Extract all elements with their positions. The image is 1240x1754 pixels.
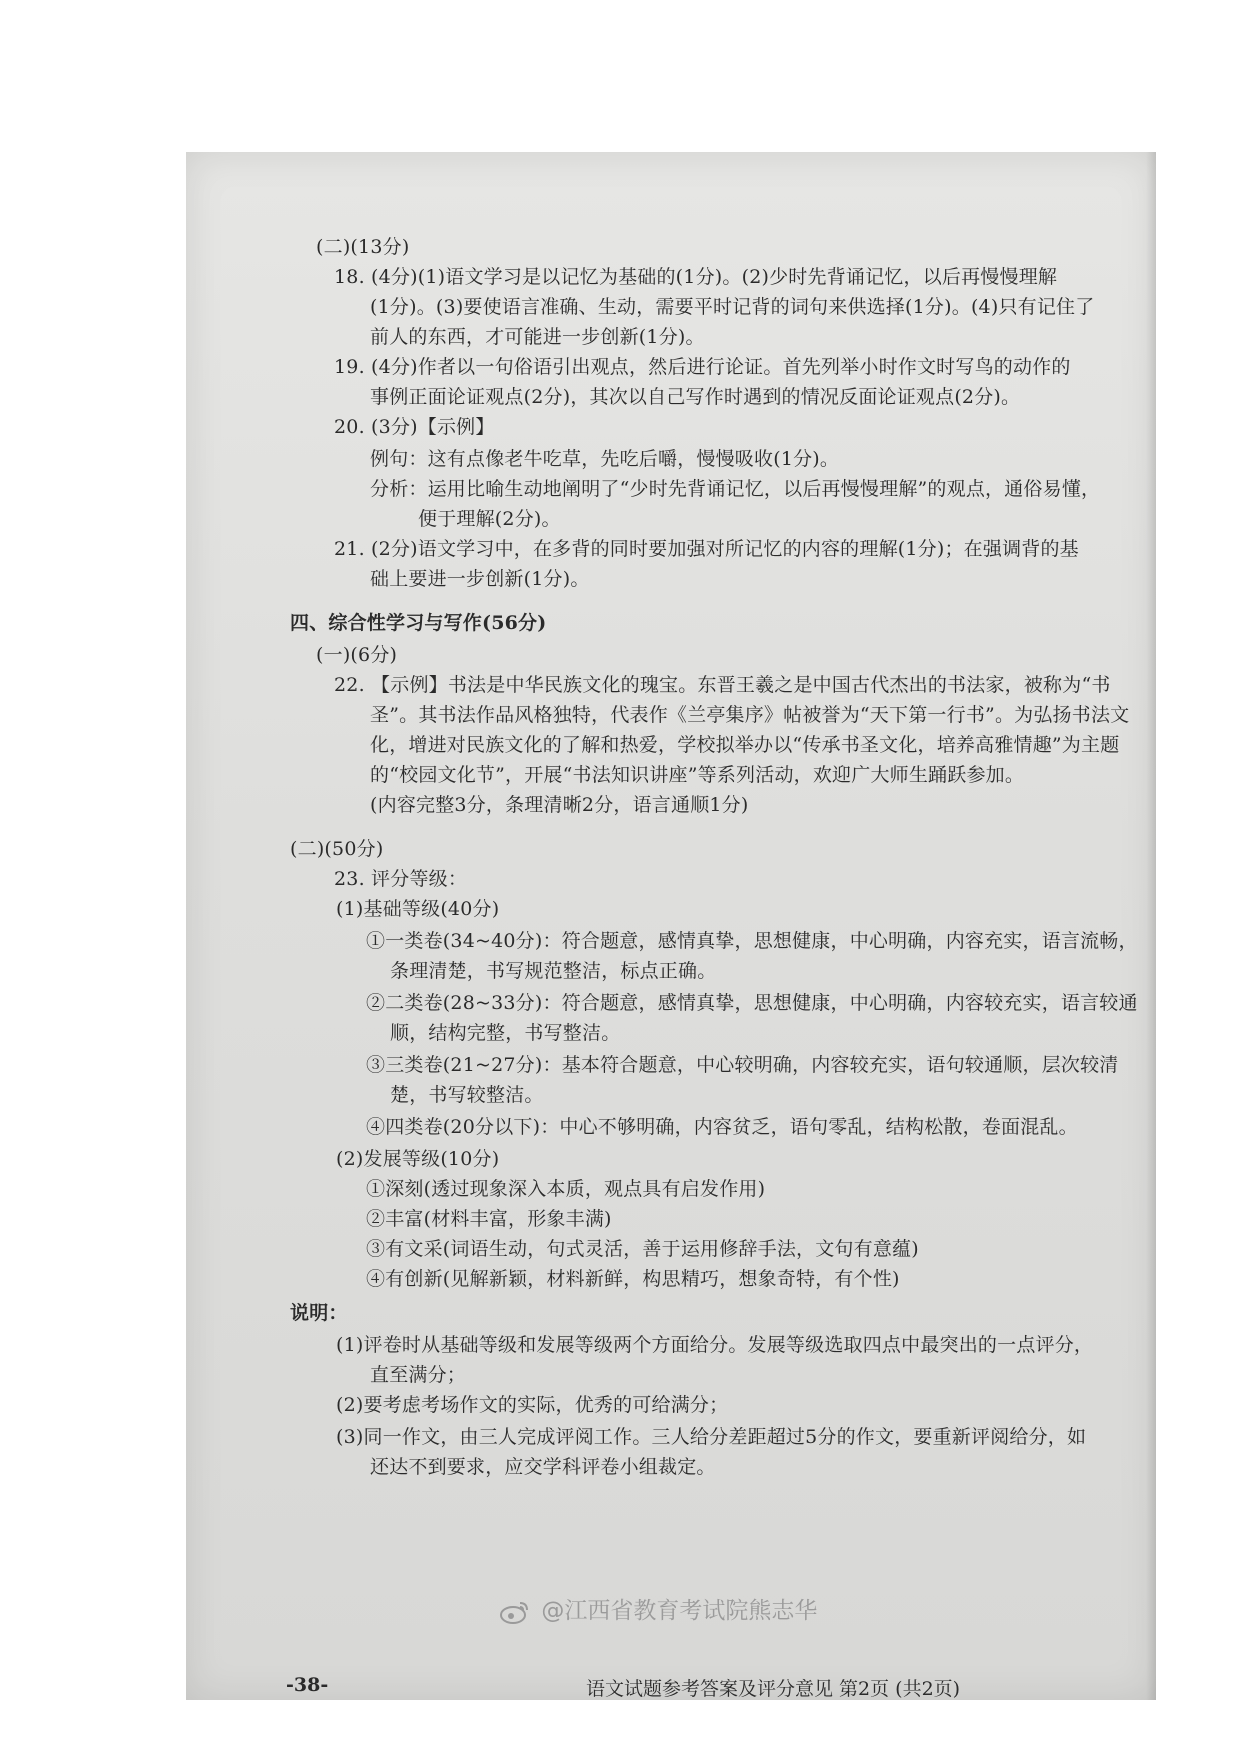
watermark-text: @江西省教育考试院熊志华 bbox=[541, 1598, 818, 1624]
paper-edge-shadow bbox=[1146, 152, 1156, 1700]
q19-line-2: 事例正面论证观点(2分)，其次以自己写作时遇到的情况反面论证观点(2分)。 bbox=[370, 386, 1021, 408]
basic-grade-1-line-2: 条理清楚，书写规范整洁，标点正确。 bbox=[390, 960, 717, 982]
page-number: -38- bbox=[286, 1674, 329, 1696]
q20-line-1: 20. (3分)【示例】 bbox=[334, 416, 495, 438]
development-item-4: ④有创新(见解新颖，材料新鲜，构思精巧，想象奇特，有个性) bbox=[366, 1268, 900, 1290]
development-item-1: ①深刻(透过现象深入本质，观点具有启发作用) bbox=[366, 1178, 766, 1200]
q20-analysis: 分析：运用比喻生动地阐明了“少时先背诵记忆，以后再慢慢理解”的观点，通俗易懂， bbox=[370, 478, 1101, 500]
q21-line-2: 础上要进一步创新(1分)。 bbox=[370, 568, 590, 590]
basic-grade-3-line-2: 楚，书写较整洁。 bbox=[390, 1084, 544, 1106]
q22-scoring-note: (内容完整3分，条理清晰2分，语言通顺1分) bbox=[370, 794, 749, 816]
q22-line-4: 的“校园文化节”，开展“书法知识讲座”等系列活动，欢迎广大师生踊跃参加。 bbox=[370, 764, 1025, 786]
note-3-line-2: 还达不到要求，应交学科评卷小组裁定。 bbox=[370, 1456, 716, 1478]
section-4-part-1-heading: (一)(6分) bbox=[316, 644, 398, 666]
q22-line-3: 化，增进对民族文化的了解和热爱，学校拟举办以“传承书圣文化，培养高雅情趣”为主题 bbox=[370, 734, 1120, 756]
q18-line-2: (1分)。(3)要使语言准确、生动，需要平时记背的词句来供选择(1分)。(4)只有记住了 bbox=[370, 296, 1095, 318]
q23-heading: 23. 评分等级： bbox=[334, 868, 468, 890]
note-2: (2)要考虑考场作文的实际，优秀的可给满分； bbox=[336, 1394, 729, 1416]
basic-grade-heading: (1)基础等级(40分) bbox=[336, 898, 500, 920]
answer-sheet-page bbox=[186, 152, 1156, 1700]
basic-grade-1-line-1: ①一类卷(34~40分)：符合题意，感情真挚，思想健康，中心明确，内容充实，语言流畅， bbox=[366, 930, 1138, 952]
weibo-watermark bbox=[500, 1592, 817, 1625]
basic-grade-2-line-2: 顺，结构完整，书写整洁。 bbox=[390, 1022, 621, 1044]
q19-line-1: 19. (4分)作者以一句俗语引出观点，然后进行论证。首先列举小时作文时写鸟的动作的 bbox=[334, 356, 1071, 378]
section-4-part-2-heading: (二)(50分) bbox=[290, 838, 384, 860]
q20-analysis-cont: 便于理解(2分)。 bbox=[418, 508, 561, 530]
q22-line-1: 22. 【示例】书法是中华民族文化的瑰宝。东晋王羲之是中国古代杰出的书法家，被称为“书 bbox=[334, 674, 1111, 696]
notes-heading: 说明： bbox=[290, 1302, 348, 1324]
q21-line-1: 21. (2分)语文学习中，在多背的同时要加强对所记忆的内容的理解(1分)；在强调背的基 bbox=[334, 538, 1079, 560]
development-item-3: ③有文采(词语生动，句式灵活，善于运用修辞手法，文句有意蕴) bbox=[366, 1238, 919, 1260]
footer-title: 语文试题参考答案及评分意见 第2页 (共2页) bbox=[586, 1678, 961, 1700]
basic-grade-3-line-1: ③三类卷(21~27分)：基本符合题意，中心较明确，内容较充实，语句较通顺，层次较清 bbox=[366, 1054, 1119, 1076]
development-grade-heading: (2)发展等级(10分) bbox=[336, 1148, 500, 1170]
development-item-2: ②丰富(材料丰富，形象丰满) bbox=[366, 1208, 612, 1230]
q18-line-1: 18. (4分)(1)语文学习是以记忆为基础的(1分)。(2)少时先背诵记忆，以后再慢慢理解 bbox=[334, 266, 1058, 288]
section-heading-3-2: (二)(13分) bbox=[316, 236, 410, 258]
basic-grade-4: ④四类卷(20分以下)：中心不够明确，内容贫乏，语句零乱，结构松散，卷面混乱。 bbox=[366, 1116, 1078, 1138]
note-1-line-1: (1)评卷时从基础等级和发展等级两个方面给分。发展等级选取四点中最突出的一点评分， bbox=[336, 1334, 1094, 1356]
q22-line-2: 圣”。其书法作品风格独特，代表作《兰亭集序》帖被誉为“天下第一行书”。为弘扬书法文 bbox=[370, 704, 1130, 726]
basic-grade-2-line-1: ②二类卷(28~33分)：符合题意，感情真挚，思想健康，中心明确，内容较充实，语言较通 bbox=[366, 992, 1138, 1014]
q18-line-3: 前人的东西，才可能进一步创新(1分)。 bbox=[370, 326, 705, 348]
q20-example: 例句：这有点像老牛吃草，先吃后嚼，慢慢吸收(1分)。 bbox=[370, 448, 840, 470]
note-1-line-2: 直至满分； bbox=[370, 1364, 467, 1386]
weibo-logo-icon bbox=[500, 1599, 530, 1625]
note-3-line-1: (3)同一作文，由三人完成评阅工作。三人给分差距超过5分的作文，要重新评阅给分，如 bbox=[336, 1426, 1087, 1448]
section-heading-4: 四、综合性学习与写作(56分) bbox=[290, 612, 547, 634]
